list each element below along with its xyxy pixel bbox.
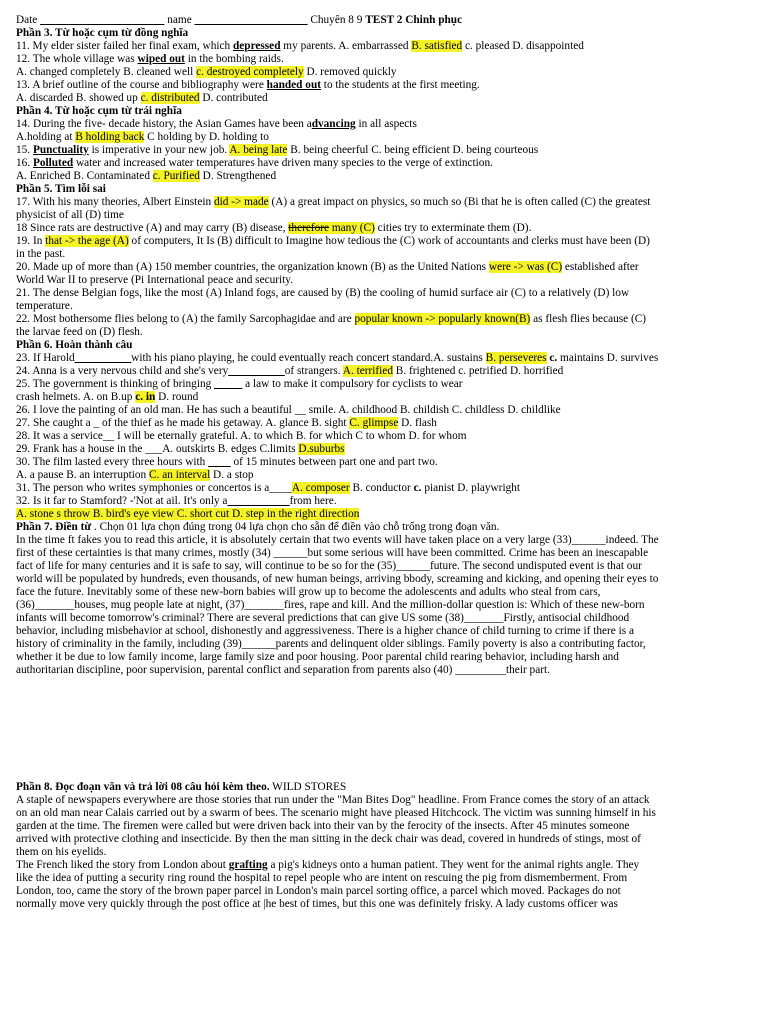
text-run: Phần 4. Từ hoặc cụm từ trái nghĩa bbox=[16, 105, 182, 117]
text-run: B. being cheerful C. being efficient D. being courteous bbox=[287, 144, 539, 156]
text-line bbox=[16, 170, 754, 183]
text-run: of strangers. bbox=[284, 365, 343, 377]
text-line bbox=[16, 365, 754, 378]
text-line bbox=[16, 287, 754, 300]
text-run: Phần 6. Hoàn thành câu bbox=[16, 339, 133, 351]
highlighted-answer: c. in bbox=[135, 391, 156, 403]
text-line bbox=[16, 131, 754, 144]
text-run: a pig's kidneys onto a human patient. They went for the animal rights angle. They bbox=[267, 859, 640, 871]
text-line bbox=[16, 352, 754, 365]
text-run: 19. In bbox=[16, 235, 46, 247]
text-line bbox=[16, 898, 754, 911]
text-line bbox=[16, 404, 754, 417]
text-line bbox=[16, 196, 754, 209]
text-run: A. Enriched B. Contaminated bbox=[16, 170, 153, 182]
text-run: history of criminality in the family, including (39)______parents and delinquent older siblings. Family poverty is also a contributing factor, bbox=[16, 638, 646, 650]
text-line bbox=[16, 794, 754, 807]
text-run: _____ bbox=[214, 378, 243, 390]
text-run: temperature. bbox=[16, 300, 73, 312]
text-run: my parents. A. embarrassed bbox=[280, 40, 412, 52]
text-line bbox=[16, 846, 754, 859]
text-run: C holding by D. holding to bbox=[144, 131, 269, 143]
text-run: crash helmets. A. on B.up bbox=[16, 391, 136, 403]
text-line bbox=[16, 118, 754, 131]
text-run: D. Strengthened bbox=[199, 170, 277, 182]
text-run: 27. She caught a _ of the thief as he made his getaway. A. glance B. sight bbox=[16, 417, 350, 429]
underlined-keyword: wiped out bbox=[137, 53, 185, 65]
text-run: in the past. bbox=[16, 248, 66, 260]
text-run: garden at the time. The firemen were called but were driven back into their van by the ferocity of the insects. After 45 minutes someone bbox=[16, 820, 630, 832]
section-5-heading bbox=[16, 183, 754, 196]
text-run: ____ bbox=[208, 456, 231, 468]
text-run: ______________________ bbox=[40, 14, 165, 26]
text-run: whether it be due to low family income, large family size and poor housing. Poor parental child rearing behavior, including harsh and bbox=[16, 651, 619, 663]
text-run: a law to make it compulsory for cyclists to wear bbox=[242, 378, 463, 390]
text-run: Phần 7. Điền từ bbox=[16, 521, 92, 533]
text-run: __________ bbox=[228, 365, 285, 377]
text-run: 26. I love the painting of an old man. He has such a beautiful __ smile. A. childhood B. childish C. childless D. childlike bbox=[16, 404, 561, 416]
text-run: 30. The film lasted every three hours with bbox=[16, 456, 209, 468]
text-run: fact of life for many centuries and it is safe to say, will continue to be so for the (35)______future. The second undisputed event is that our bbox=[16, 560, 642, 572]
text-line bbox=[16, 66, 754, 79]
highlighted-answer: many (C) bbox=[329, 222, 375, 234]
text-run: ____________________ bbox=[194, 14, 308, 26]
text-run: Phần 5. Tìm lỗi sai bbox=[16, 183, 106, 195]
text-run: B. frightened c. petrified D. horrified bbox=[392, 365, 564, 377]
highlighted-answer: c. Purified bbox=[152, 170, 200, 182]
text-run: water and increased water temperatures have driven many species to the verge of extinction. bbox=[73, 157, 493, 169]
text-run: (A) a great impact on physics, so much so (Bi that he is often called (C) the greatest bbox=[268, 196, 651, 208]
underlined-keyword: dvancing bbox=[311, 118, 356, 130]
text-run: London, too, came the story of the brown paper parcel in London's main parcel sorting office, a parcel which moved. Packages do not bbox=[16, 885, 621, 897]
text-line bbox=[16, 534, 754, 547]
text-run: 31. The person who writes symphonies or concertos is a____ bbox=[16, 482, 292, 494]
text-run: The French liked the story from London about bbox=[16, 859, 229, 871]
text-run: D. contributed bbox=[199, 92, 268, 104]
text-run: 24. Anna is a very nervous child and she's very bbox=[16, 365, 229, 377]
text-line bbox=[16, 326, 754, 339]
text-run: c. bbox=[413, 482, 422, 494]
highlighted-answer: A. composer bbox=[291, 482, 350, 494]
text-line bbox=[16, 274, 754, 287]
section-4-heading bbox=[16, 105, 754, 118]
text-run: 20. Made up of more than (A) 150 member countries, the organization known (B) as the United Nations bbox=[16, 261, 489, 273]
text-run: A. discarded B. showed up bbox=[16, 92, 141, 104]
text-run: normally move very quickly through the post office at |he best of times, but this one was definitely frisky. A lady customs officer was bbox=[16, 898, 618, 910]
section-6-heading bbox=[16, 339, 754, 352]
text-line bbox=[16, 885, 754, 898]
text-run: name bbox=[164, 14, 195, 26]
text-line bbox=[16, 430, 754, 443]
highlighted-answer: B. satisfied bbox=[411, 40, 463, 52]
text-line bbox=[16, 235, 754, 248]
text-run: In the time ft fakes you to read this article, it is absolutely certain that two events will have taken place on a very large (33)______indeed. The bbox=[16, 534, 659, 546]
text-line bbox=[16, 482, 754, 495]
text-run: 13. A brief outline of the course and bibliography were bbox=[16, 79, 267, 91]
section-7-heading bbox=[16, 521, 754, 534]
text-run: D. a stop bbox=[210, 469, 254, 481]
text-run: to the students at the first meeting. bbox=[320, 79, 480, 91]
highlighted-answer: B. perseveres bbox=[485, 352, 547, 364]
text-line bbox=[16, 443, 754, 456]
underlined-keyword: depressed bbox=[232, 40, 281, 52]
text-run: physicist of all (D) time bbox=[16, 209, 124, 221]
text-run: 14. During the five- decade history, the Asian Games have been a bbox=[16, 118, 312, 130]
text-run: 22. Most bothersome flies belong to (A) the family Sarcophagidae and are bbox=[16, 313, 355, 325]
text-line bbox=[16, 651, 754, 664]
text-line bbox=[16, 638, 754, 651]
text-run: __________ bbox=[74, 352, 132, 364]
text-run: established after bbox=[562, 261, 639, 273]
text-line bbox=[16, 573, 754, 586]
highlighted-answer: that -> the age (A) bbox=[45, 235, 129, 247]
text-run: them on his eyelids. bbox=[16, 846, 107, 858]
text-run: A staple of newspapers everywhere are those stories that run under the "Man Bites Dog" headline. From France comes the story of an attack bbox=[16, 794, 650, 806]
text-run: is imperative in your new job. bbox=[88, 144, 230, 156]
text-run: Chuyên 8 9 bbox=[307, 14, 366, 26]
text-run: B. conductor bbox=[349, 482, 414, 494]
text-run: pianist D. playwright bbox=[421, 482, 521, 494]
text-line bbox=[16, 820, 754, 833]
text-line bbox=[16, 456, 754, 469]
text-run: 23. If Harold bbox=[16, 352, 75, 364]
text-line bbox=[16, 222, 754, 235]
text-run: on an old man near Calais carried out by a swarm of bees. The scenario might have pleased Hitchcock. The victim was sunning himself in his bbox=[16, 807, 656, 819]
text-line bbox=[16, 53, 754, 66]
text-run: A.holding at bbox=[16, 131, 76, 143]
highlighted-answer: c. destroyed completely bbox=[196, 66, 304, 78]
text-run: 21. The dense Belgian fogs, like the most (A) Inland fogs, are caused by (B) the cooling of humid surface air (C) to a relatively (D) low bbox=[16, 287, 630, 299]
text-run: maintains D. survives bbox=[557, 352, 659, 364]
text-run: World War II to preserve (Pi International peace and security. bbox=[16, 274, 294, 286]
text-run: Phần 8. Đọc đoạn văn và trả lời 08 câu hỏi kèm theo. bbox=[16, 781, 270, 793]
text-run: WILD STORES bbox=[269, 781, 347, 793]
text-line bbox=[16, 92, 754, 105]
text-run: from here. bbox=[289, 495, 337, 507]
text-line bbox=[16, 391, 754, 404]
text-run: authoritarian discipline, poor supervision, parental conflict and separation from parents also (40) _________their part. bbox=[16, 664, 550, 676]
underlined-keyword: grafting bbox=[228, 859, 268, 871]
text-line bbox=[16, 495, 754, 508]
underlined-keyword: Punctuality bbox=[32, 144, 89, 156]
text-run: like the idea of putting a security ring round the hospital to repel people who are intent on rescuing the pig from dismemberment. From bbox=[16, 872, 628, 884]
header-line bbox=[16, 14, 754, 27]
text-line bbox=[16, 586, 754, 599]
text-run: 16. bbox=[16, 157, 33, 169]
text-run: with his piano playing, he could eventually reach concert standard.A. sustains bbox=[131, 352, 486, 364]
text-run: 12. The whole village was bbox=[16, 53, 138, 65]
text-line bbox=[16, 300, 754, 313]
text-run: A. changed completely B. cleaned well bbox=[16, 66, 197, 78]
highlighted-answer: A. being late bbox=[229, 144, 288, 156]
text-line bbox=[16, 664, 754, 677]
text-line bbox=[16, 248, 754, 261]
text-run: 29. Frank has a house in the ___A. outskirts B. edges C.limits bbox=[16, 443, 299, 455]
highlighted-answer: C. glimpse bbox=[349, 417, 399, 429]
text-run: face the future. Inevitably some of these new-born babies will grow up to become the adolescents and adults who steal from cars, bbox=[16, 586, 601, 598]
text-run: cities try to exterminate them (D). bbox=[374, 222, 532, 234]
underlined-keyword: handed out bbox=[266, 79, 321, 91]
text-run: first of these certainties is that many crimes, mostly (34) ______but some serious will have been committed. Crime has been an inescapable bbox=[16, 547, 649, 559]
text-run: A. a pause B. an interruption bbox=[16, 469, 150, 481]
text-run: 28. It was a service__ I will be eternally grateful. A. to which B. for which C to whom D. for whom bbox=[16, 430, 467, 442]
text-run: 18 Since rats are destructive (A) and may carry (B) disease, bbox=[16, 222, 289, 234]
text-line bbox=[16, 469, 754, 482]
text-run: of 15 minutes between part one and part two. bbox=[230, 456, 438, 468]
highlighted-answer: B holding back bbox=[75, 131, 145, 143]
text-line bbox=[16, 859, 754, 872]
text-run: as flesh flies because (C) bbox=[530, 313, 647, 325]
text-run: D. flash bbox=[398, 417, 437, 429]
text-run: c. bbox=[549, 352, 558, 364]
highlighted-answer: were -> was (C) bbox=[488, 261, 563, 273]
text-run: of computers, It Is (B) difficult to Imagine how tedious the (C) work of accountants and clerks must have been (D) bbox=[128, 235, 650, 247]
highlighted-answer: therefore bbox=[288, 222, 330, 234]
text-run: ___________ bbox=[227, 495, 290, 507]
text-run: Date bbox=[16, 14, 41, 26]
text-run: Phần 3. Từ hoặc cụm từ đồng nghĩa bbox=[16, 27, 189, 39]
text-line bbox=[16, 547, 754, 560]
text-line bbox=[16, 833, 754, 846]
highlighted-answer: A. stone s throw B. bird's eye view C. short cut D. step in the right direction bbox=[16, 508, 360, 520]
text-run: in all aspects bbox=[355, 118, 417, 130]
text-line bbox=[16, 144, 754, 157]
text-line bbox=[16, 560, 754, 573]
text-line bbox=[16, 508, 754, 521]
highlighted-answer: c. distributed bbox=[140, 92, 200, 104]
text-line bbox=[16, 378, 754, 391]
text-run: in the bombing raids. bbox=[184, 53, 284, 65]
text-run: arrived with protective clothing and insecticide. By then the man sitting in the deck chair was dead, covered in hundreds of stings, most of bbox=[16, 833, 641, 845]
text-line bbox=[16, 313, 754, 326]
text-run: 17. With his many theories, Albert Einstein bbox=[16, 196, 214, 208]
text-run: 11. My elder sister failed her final exam, which bbox=[16, 40, 233, 52]
text-line bbox=[16, 209, 754, 222]
text-run: 15. bbox=[16, 144, 33, 156]
text-run: 32. Is it far to Stamford? -'Not at ail. It's only a bbox=[16, 495, 228, 507]
text-run: world will be populated by hundreds, even thousands, of new human beings, arriving bbody, screaming and kicking, and opening their eyes to bbox=[16, 573, 659, 585]
text-run: TEST 2 Chinh phục bbox=[365, 14, 463, 26]
text-line bbox=[16, 40, 754, 53]
text-run: D. round bbox=[155, 391, 199, 403]
section-8-heading bbox=[16, 781, 754, 794]
text-run: infants will become tomorrow's criminal? There are several predictions that can give US some (38)_______Firstly, antisocial childhood bbox=[16, 612, 630, 624]
text-line bbox=[16, 261, 754, 274]
text-run: D. removed quickly bbox=[303, 66, 397, 78]
text-run: the larvae feed on (D) flesh. bbox=[16, 326, 143, 338]
highlighted-answer: popular known -> popularly known(B) bbox=[354, 313, 531, 325]
text-line bbox=[16, 157, 754, 170]
text-run: . Chọn 01 lựa chọn đúng trong 04 lựa chọn cho sẵn để điền vào chỗ trống trong đoạn văn. bbox=[91, 521, 500, 533]
text-line bbox=[16, 599, 754, 612]
text-run: (36)_______houses, mug people late at night, (37)_______fires, rape and kill. And the million-dollar question is: Which of these new-born bbox=[16, 599, 645, 611]
text-run: c. pleased D. disappointed bbox=[462, 40, 584, 52]
highlighted-answer: A. terrified bbox=[342, 365, 393, 377]
text-line bbox=[16, 872, 754, 885]
text-line bbox=[16, 612, 754, 625]
underlined-keyword: Polluted bbox=[32, 157, 74, 169]
highlighted-answer: D.suburbs bbox=[298, 443, 345, 455]
section-3-heading bbox=[16, 27, 754, 40]
text-line bbox=[16, 417, 754, 430]
text-run: 25. The government is thinking of bringing bbox=[16, 378, 215, 390]
highlighted-answer: did -> made bbox=[213, 196, 269, 208]
text-line bbox=[16, 79, 754, 92]
text-run: behavior, including misbehavior at school, dishonestly and aggressiveness. There is a higher chance of child turning to crime if there is a bbox=[16, 625, 634, 637]
text-line bbox=[16, 625, 754, 638]
text-line bbox=[16, 807, 754, 820]
highlighted-answer: C. an interval bbox=[149, 469, 211, 481]
